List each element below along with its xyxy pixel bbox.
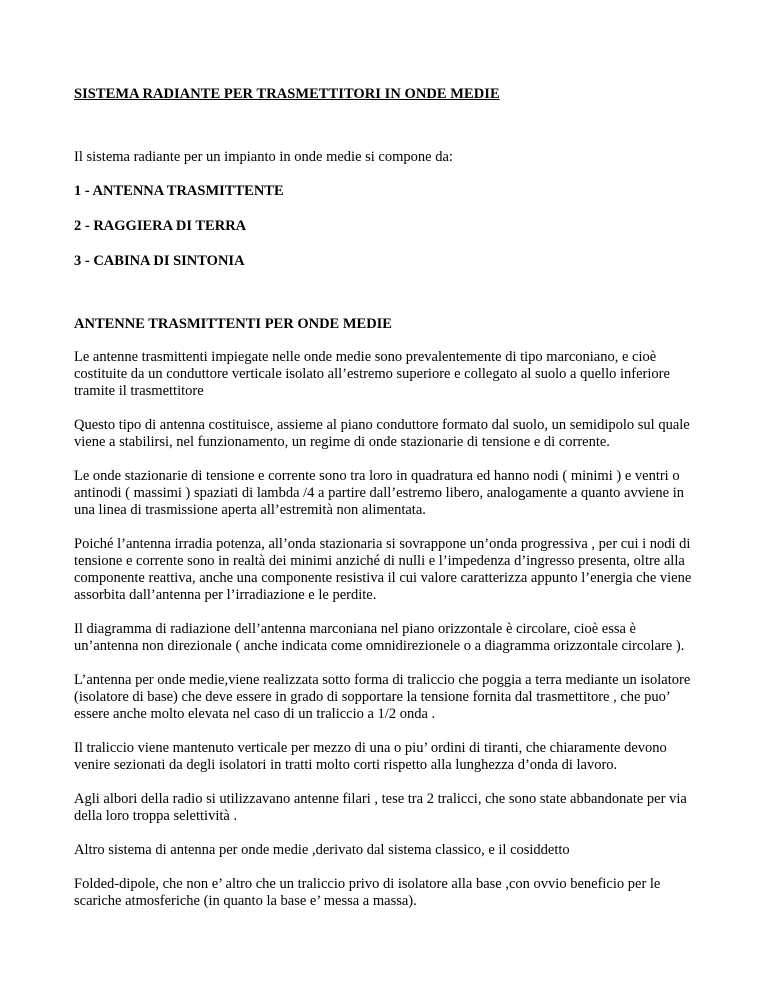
list-item: 3 - CABINA DI SINTONIA: [74, 253, 245, 269]
paragraph: Questo tipo di antenna costituisce, assieme al piano conduttore formato dal suolo, un semidipolo sul quale viene a stabilirsi, nel funzionamento, un regime di onde stazionarie di tensione e di corrente.: [74, 417, 690, 450]
component-list: [74, 183, 284, 288]
paragraph: Il traliccio viene mantenuto verticale per mezzo di una o piu’ ordini di tiranti, che chiaramente devono venire sezionati da degli isolatori in tratti molto corti rispetto alla lunghezza d’onda di lavoro.: [74, 740, 667, 773]
section-heading: ANTENNE TRASMITTENTI PER ONDE MEDIE: [74, 316, 392, 332]
paragraph: Folded-dipole, che non e’ altro che un traliccio privo di isolatore alla base ,con ovvio beneficio per le scariche atmosferiche (in quanto la base e’ messa a massa).: [74, 876, 661, 909]
paragraph: Le antenne trasmittenti impiegate nelle onde medie sono prevalentemente di tipo marconiano, e cioè costituite da un conduttore verticale isolato all’estremo superiore e collegato al suolo a quello inferiore tramite il trasmettitore: [74, 349, 670, 399]
document-title: SISTEMA RADIANTE PER TRASMETTITORI IN ONDE MEDIE: [74, 86, 500, 102]
body-text: [74, 349, 704, 927]
list-item: 2 - RAGGIERA DI TERRA: [74, 218, 247, 234]
paragraph: Agli albori della radio si utilizzavano antenne filari , tese tra 2 tralicci, che sono state abbandonate per via della loro troppa selettività .: [74, 791, 687, 824]
paragraph: Altro sistema di antenna per onde medie ,derivato dal sistema classico, e il cosiddetto: [74, 842, 570, 858]
paragraph: Poiché l’antenna irradia potenza, all’onda stazionaria si sovrappone un’onda progressiva , per cui i nodi di tensione e corrente sono in realtà dei minimi anziché di nulli e l’impedenza d’ingresso presenta, oltre alla componente reattiva, anche una componente resistiva il cui valore caratterizza appunto l’energia che viene assorbita dall’antenna per l’irradiazione e le perdite.: [74, 536, 692, 603]
paragraph: Il diagramma di radiazione dell’antenna marconiana nel piano orizzontale è circolare, cioè essa è un’antenna non direzionale ( anche indicata come omnidirezionele o a diagramma orizzontale circolare ).: [74, 621, 685, 654]
paragraph: Le onde stazionarie di tensione e corrente sono tra loro in quadratura ed hanno nodi ( minimi ) e ventri o antinodi ( massimi ) spaziati di lambda /4 a partire dall’estremo libero, analogamente a quanto avviene in una linea di trasmissione aperta all’estremità non alimentata.: [74, 468, 685, 518]
list-item: 1 - ANTENNA TRASMITTENTE: [74, 183, 284, 199]
paragraph: L’antenna per onde medie,viene realizzata sotto forma di traliccio che poggia a terra mediante un isolatore (isolatore di base) che deve essere in grado di sopportare la tensione fornita dal trasmettitore , che puo’ essere anche molto elevata nel caso di un traliccio a 1/2 onda .: [74, 672, 691, 722]
intro-text: Il sistema radiante per un impianto in onde medie si compone da:: [74, 149, 453, 165]
